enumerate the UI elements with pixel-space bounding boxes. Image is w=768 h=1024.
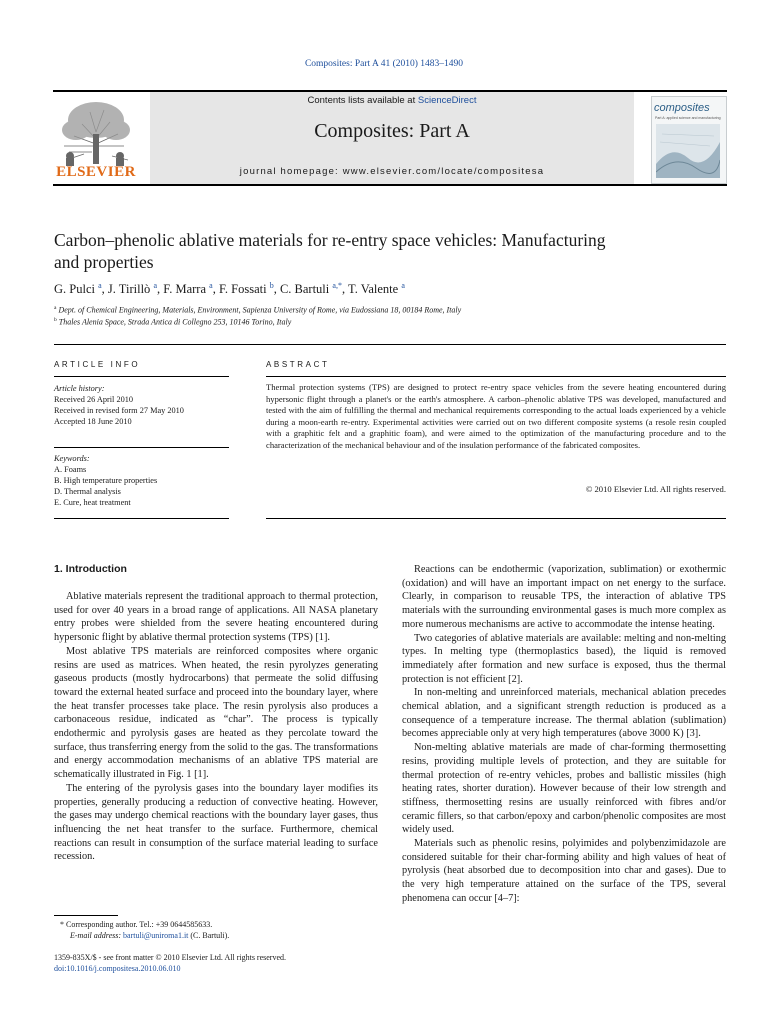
body-paragraph: Non-melting ablative materials are made of char-forming thermosetting resins, providing multiple levels of protection, and they are suitable for thermal protection of re-entry vehicles, probes and ballistic missiles (high heating rates, shorter duration). However because of their low strength and stiffness, thermosetting resins are usually reinforced with fibres and/or ceramic fillers, so that carbon/epoxy and carbon/phenolic composites are most widely used. xyxy=(402,742,726,836)
cover-title: composites xyxy=(654,102,710,114)
body-paragraph: Reactions can be endothermic (vaporization, sublimation) or exothermic (oxidation) and will have an important impact on net energy to the surface. Clearly, in comparison to reusable TPS, the interaction of ablative TPS materials with the surrounding environmental gases is much more complex as more numerous mechanisms are active to accommodate the intense heating. xyxy=(402,564,726,630)
sciencedirect-link[interactable]: ScienceDirect xyxy=(417,95,477,106)
affiliation xyxy=(54,317,724,327)
affiliation-mark: a xyxy=(54,305,57,311)
email-note xyxy=(70,930,400,941)
author-affiliation-mark[interactable]: a,* xyxy=(332,281,342,290)
body-paragraph: In non-melting and unreinforced materials, mechanical ablation precedes chemical ablation, and a significant strength reduction is produced as a consequence of a temperature increase. The thermal ablation (sublimation) becomes appreciable only at very high temperatures (above 3000 K) [3]. xyxy=(402,687,726,740)
journal-homepage[interactable]: journal homepage: www.elsevier.com/locate/compositesa xyxy=(239,166,545,177)
body-paragraph: Two categories of ablative materials are available: melting and non-melting types. In melting type (thermoplastics based), the liquid is removed immediately after formation and new surface is exposed, thus the thermal protection is not efficient [2]. xyxy=(402,632,726,685)
keyword-item: B. High temperature properties xyxy=(54,476,158,485)
doi-line xyxy=(54,963,384,974)
history-item: Received 26 April 2010 xyxy=(54,395,134,404)
keyword-item: A. Foams xyxy=(54,465,87,474)
elsevier-wordmark: ELSEVIER xyxy=(56,164,136,180)
keywords-label: Keywords: xyxy=(54,454,90,463)
author-name: G. Pulci xyxy=(54,282,95,297)
keyword-item: E. Cure, heat treatment xyxy=(54,498,131,507)
body-column-left xyxy=(54,590,378,864)
divider xyxy=(266,376,726,377)
article-info-heading: ARTICLE INFO xyxy=(54,360,141,369)
body-paragraph: Ablative materials represent the traditional approach to thermal protection, used for over 40 years in a broad range of applications. All NASA planetary entry probes were shielded from the severe heating encountered during hypersonic flight by ablative thermal protection systems (TPS) [1]. xyxy=(54,591,378,644)
author-affiliation-mark[interactable]: a xyxy=(401,281,405,290)
divider xyxy=(54,447,229,448)
divider xyxy=(54,376,229,377)
journal-reference-link[interactable]: Composites: Part A 41 (2010) 1483–1490 xyxy=(304,59,464,69)
author-affiliation-mark[interactable]: a xyxy=(209,281,213,290)
article-title-line-1: Carbon–phenolic ablative materials for re-entry space vehicles: Manufacturing xyxy=(54,230,606,250)
history-label: Article history: xyxy=(54,384,105,393)
author-affiliation-mark[interactable]: b xyxy=(269,281,274,290)
abstract-text: Thermal protection systems (TPS) are designed to protect re-entry space vehicles from the severe heating encountered during hypersonic flight through a planet's or the earth's atmosphere. A carbon–phenolic ablative TPS was developed, manufactured and tested with the aim of fulfilling the thermal and mechanical requirements corresponding to the actual loads experienced by a vehicle during a moon-earth re-entry. Experimental activities were carried out on two different composite systems (a resole resin coupled with a graphitic felt and a graphitic foam), and were aimed to the optimization of the manufacturing procedure and to the characterization of the mechanical behaviour and of the insulation performance of the fabricated composites. xyxy=(266,382,726,450)
keyword-item: D. Thermal analysis xyxy=(54,487,121,496)
history-item: Received in revised form 27 May 2010 xyxy=(54,406,184,415)
author-name: F. Fossati xyxy=(218,282,267,297)
affiliation xyxy=(54,305,724,315)
article-title xyxy=(54,229,724,273)
affiliation-mark: b xyxy=(54,317,57,323)
abstract-heading: ABSTRACT xyxy=(266,360,330,369)
affiliation-text: Dept. of Chemical Engineering, Materials, Environment, Sapienza University of Rome, via Eudossiana 18, 00184 Rome, Italy xyxy=(58,305,462,315)
body-paragraph: The entering of the pyrolysis gases into the boundary layer modifies its properties, generally producing a reduction of convective heating. However, the gases may undergo chemical reactions with the boundary layer gases, thus influencing the net heat transfer to the surface. Furthermore, chemical reactions can result in consumption of the surface material leading to surface recession. xyxy=(54,782,378,863)
cover-subtitle: Part A: applied science and manufacturing xyxy=(655,116,721,120)
author-affiliation-mark[interactable]: a xyxy=(98,281,102,290)
corresponding-author-note: * Corresponding author. Tel.: +39 0644585633. xyxy=(60,920,213,929)
author-name: C. Bartuli xyxy=(279,282,330,297)
section-heading: 1. Introduction xyxy=(54,563,127,575)
contents-prefix: Contents lists available at xyxy=(307,95,418,106)
email-suffix: (C. Bartuli). xyxy=(190,931,230,940)
divider xyxy=(54,518,229,519)
cover-artwork-icon xyxy=(656,124,720,178)
keywords xyxy=(54,453,229,508)
email-link[interactable]: bartuli@uniroma1.it xyxy=(123,931,189,940)
journal-title: Composites: Part A xyxy=(314,120,470,142)
abstract-copyright: © 2010 Elsevier Ltd. All rights reserved. xyxy=(585,484,726,494)
header-bottom-rule xyxy=(53,184,727,186)
footnote-rule xyxy=(54,915,118,916)
article-history xyxy=(54,383,229,427)
email-label: E-mail address: xyxy=(70,931,122,940)
doi-link[interactable]: doi:10.1016/j.compositesa.2010.06.010 xyxy=(54,964,181,973)
author-name: F. Marra xyxy=(163,282,206,297)
author-name: J. Tirillò xyxy=(107,282,151,297)
author-affiliation-mark[interactable]: a xyxy=(153,281,157,290)
author-name: T. Valente xyxy=(347,282,399,297)
author-list: G. Pulci $^a$, J. Tirillò $^a$, F. Marra $^a$, F. Fossati $^b$, C. Bartuli $^{a,*}$, T. Valente $^a$ xyxy=(54,281,405,297)
affiliation-text: Thales Alenia Space, Strada Antica di Collegno 253, 10146 Torino, Italy xyxy=(58,317,292,327)
contents-line xyxy=(150,95,634,106)
body-paragraph: Most ablative TPS materials are reinforced composites where organic resins are used as matrices. When heated, the resin pyrolyzes generating gaseous products (mostly hydrocarbons) that permeate the solid diffusing toward the external heated surface and proceed into the boundary layer, where the heat transfer processes take place. The resin pyrolysis also produces a carbonaceous residue, indicated as “char”. The process is typically endothermic and pyrolysis gases are heated as they percolate toward the surface, thus transferring energy from the solid to the gas. The transformations and energy accommodation mechanisms of an ablative TPS material are schematically illustrated in Fig. 1 [1]. xyxy=(54,645,378,781)
article-title-line-2: and properties xyxy=(54,252,154,272)
history-item: Accepted 18 June 2010 xyxy=(54,417,132,426)
divider xyxy=(266,518,726,519)
issn-line: 1359-835X/$ - see front matter © 2010 Elsevier Ltd. All rights reserved. xyxy=(54,953,287,962)
body-column-right xyxy=(402,563,726,906)
body-paragraph: Materials such as phenolic resins, polyimides and polybenzimidazole are considered suitable for their char-forming ability and high values of heat of pyrolysis (heat absorbed due to decomposition into char and gases). Due to the very high temperature attained on the surface of the TPS, several phenomena can occur [4–7]: xyxy=(402,838,726,904)
divider xyxy=(54,344,726,345)
